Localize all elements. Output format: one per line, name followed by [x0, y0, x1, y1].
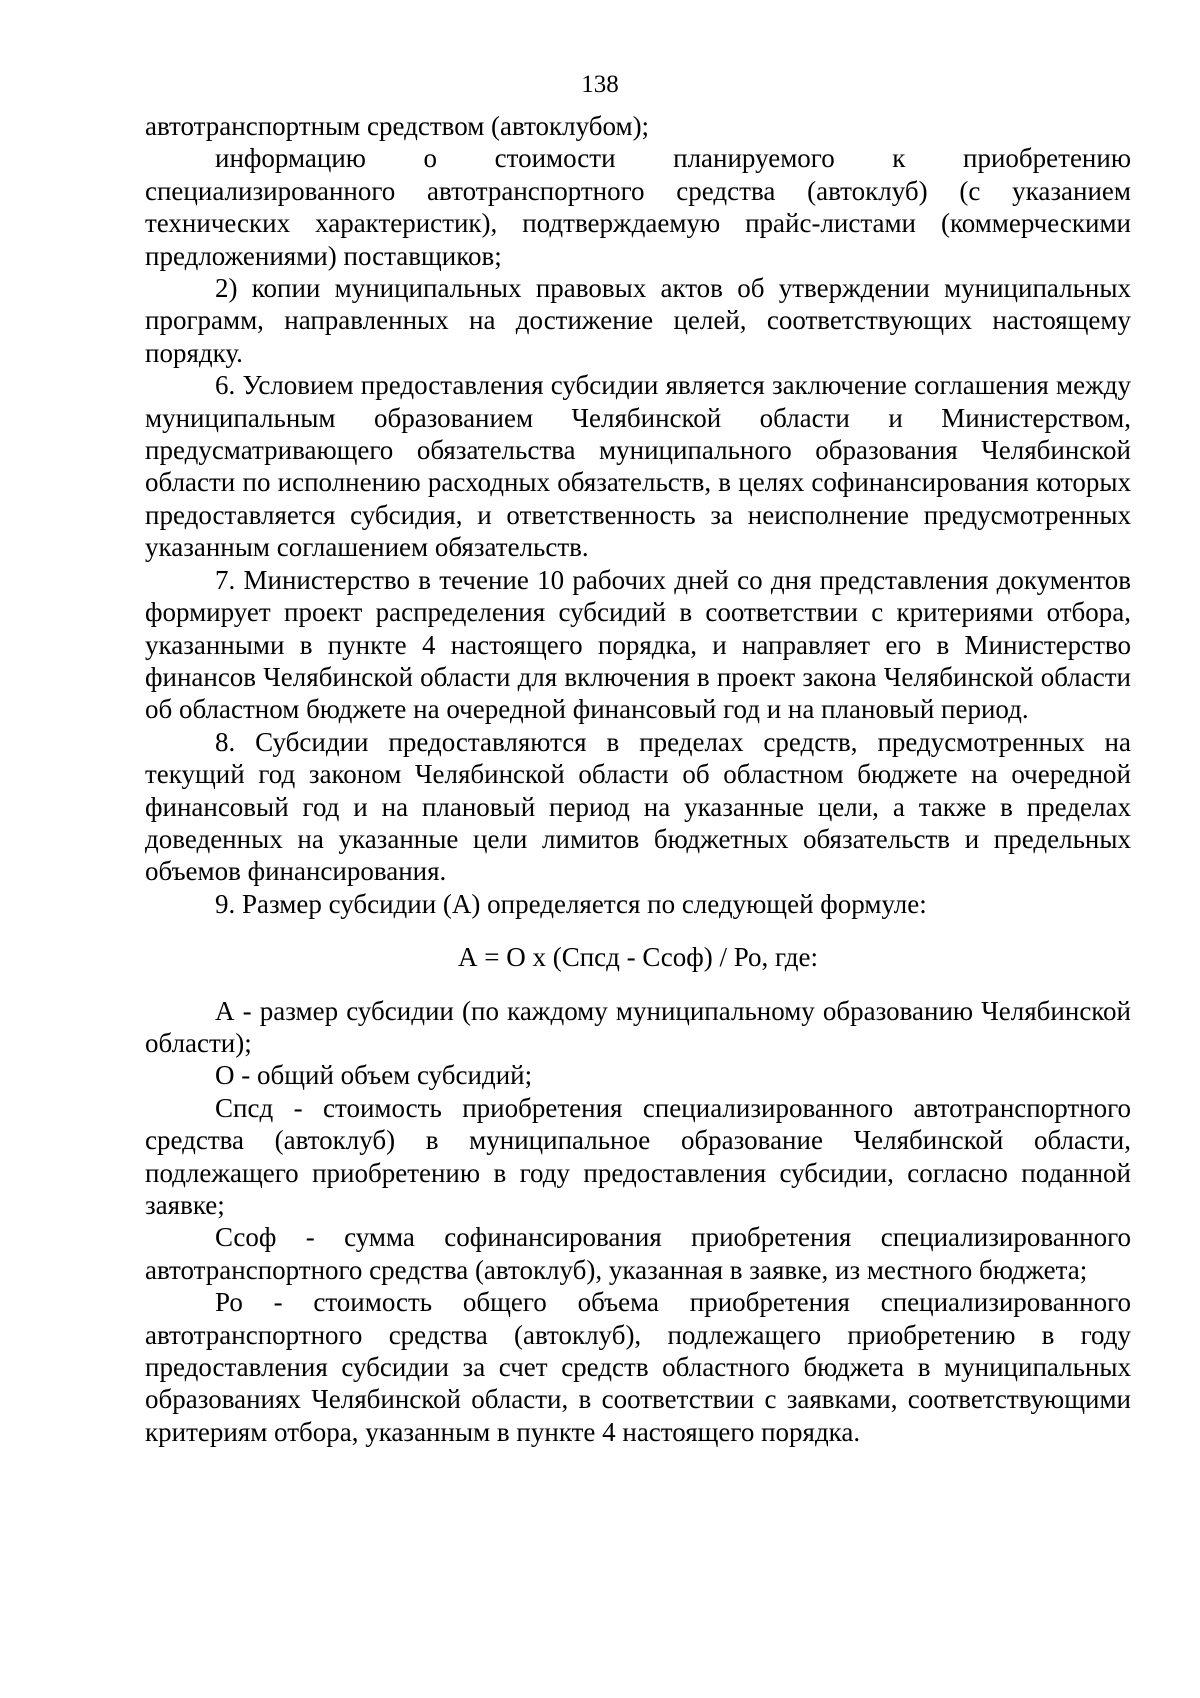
paragraph-cost-information: информацию о стоимости планируемого к приобретению специализированного автотранспортного средства (автоклуб) (с указанием технических характеристик), подтверждаемую прайс-листами (коммерческими предложениями) поставщиков; — [145, 143, 1131, 271]
definition-o: О - общий объем субсидий; — [215, 1060, 533, 1091]
definition-ro: Ро - стоимость общего объема приобретения специализированного автотранспортного средства (автоклуб), подлежащего приобретению в году предоставления субсидии за счет средств областного бюджета в муниципальных образованиях Челябинской области, в соответствии с заявками, соответствующими критериям отбора, указанным в пункте 4 настоящего порядка. — [145, 1287, 1131, 1447]
paragraph-8-subsidy-limits: 8. Субсидии предоставляются в пределах средств, предусмотренных на текущий год законом Челябинской области об областном бюджете на очередной финансовый год и на плановый период на указанные цели, а также в пределах доведенных на указанные цели лимитов бюджетных обязательств и предельных объемов финансирования. — [145, 726, 1131, 887]
paragraph-7-distribution-project: 7. Министерство в течение 10 рабочих дней со дня представления документов формирует проект распределения субсидий в соответствии с критериями отбора, указанными в пункте 4 настоящего порядка, и направляет его в Министерство финансов Челябинской области для включения в проект закона Челябинской области об областном бюджете на очередной финансовый год и на плановый период. — [145, 564, 1131, 725]
definition-a: А - размер субсидии (по каждому муниципальному образованию Челябинской области); — [145, 995, 1131, 1058]
paragraph-municipal-acts: 2) копии муниципальных правовых актов об утверждении муниципальных программ, направленных на достижение целей, соответствующих настоящему порядку. — [145, 273, 1131, 368]
page-number: 138 — [581, 71, 619, 98]
document-body — [145, 110, 1131, 1448]
paragraph-9-formula-intro: 9. Размер субсидии (А) определяется по следующей формуле: — [215, 888, 927, 919]
definition-spsd: Спсд - стоимость приобретения специализированного автотранспортного средства (автоклуб) в муниципальное образование Челябинской области, подлежащего приобретению в году предоставления субсидии, согласно поданной заявке; — [145, 1092, 1131, 1220]
paragraph-vehicle-continuation: автотранспортным средством (автоклубом); — [145, 111, 650, 141]
definition-ssof: Ссоф - сумма софинансирования приобретения специализированного автотранспортного средства (автоклуб), указанная в заявке, из местного бюджета; — [145, 1222, 1131, 1285]
subsidy-formula: А = О х (Спсд - Ссоф) / Ро, где: — [458, 942, 818, 973]
paragraph-6-agreement-condition: 6. Условием предоставления субсидии является заключение соглашения между муниципальным образованием Челябинской области и Министерством, предусматривающего обязательства муниципального образования Челябинской области по исполнению расходных обязательств, в целях софинансирования которых предоставляется субсидия, и ответственность за неисполнение предусмотренных указанным соглашением обязательств. — [145, 370, 1131, 563]
